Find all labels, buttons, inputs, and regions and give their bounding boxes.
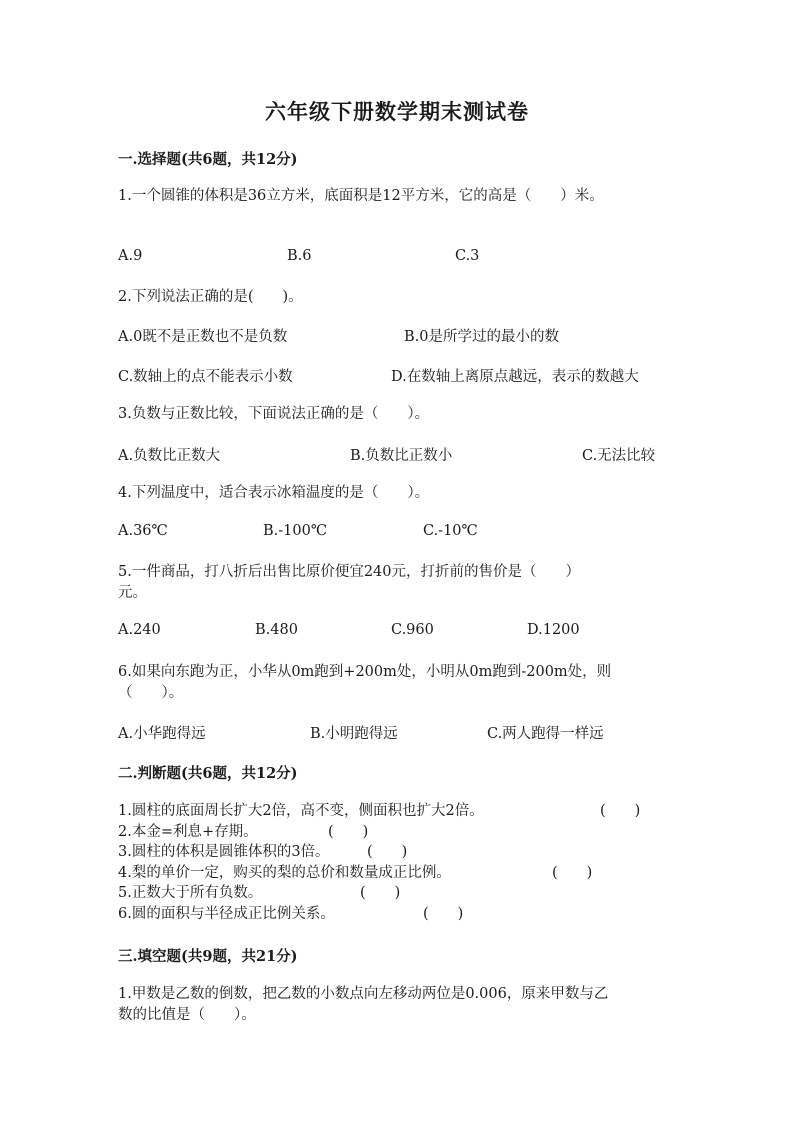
section-heading-judgement: 二.判断题(共6题，共12分) [118, 765, 298, 782]
q2-option-a[interactable]: A.0既不是正数也不是负数 [118, 329, 288, 345]
section-heading-choice: 一.选择题(共6题，共12分) [118, 151, 298, 168]
question-4-stem: 4.下列温度中，适合表示冰箱温度的是（ ）。 [118, 485, 430, 501]
judge-item-3-answer[interactable]: ( ) [367, 844, 408, 860]
q1-option-b[interactable]: B.6 [287, 248, 312, 264]
judge-item-2-answer[interactable]: ( ) [328, 823, 369, 840]
q1-option-a[interactable]: A.9 [118, 248, 143, 264]
q4-option-b[interactable]: B.-100℃ [263, 523, 328, 539]
judge-item-4: 4.梨的单价一定，购买的梨的总价和数量成正比例。 [118, 864, 451, 881]
question-6-stem-line2: （ ）。 [118, 685, 184, 701]
judge-item-1-answer[interactable]: ( ) [600, 803, 641, 819]
judge-item-4-answer[interactable]: ( ) [552, 864, 593, 881]
q4-option-c[interactable]: C.-10℃ [423, 523, 478, 539]
q5-option-d[interactable]: D.1200 [527, 622, 580, 638]
question-5-stem-line2: 元。 [118, 585, 147, 601]
q6-option-a[interactable]: A.小华跑得远 [118, 726, 206, 742]
fill-question-1-line2: 数的比值是（ ）。 [118, 1007, 256, 1023]
q3-option-c[interactable]: C.无法比较 [582, 448, 656, 464]
question-1-stem: 1.一个圆锥的体积是36立方米，底面积是12平方米，它的高是（ ）米。 [118, 188, 604, 204]
q2-option-c[interactable]: C.数轴上的点不能表示小数 [118, 369, 293, 385]
judge-item-1: 1.圆柱的底面周长扩大2倍，高不变，侧面积也扩大2倍。 [118, 803, 484, 819]
judge-item-5: 5.正数大于所有负数。 [118, 885, 263, 901]
judge-item-2: 2.本金=利息+存期。 [118, 823, 258, 840]
question-2-stem: 2.下列说法正确的是( )。 [118, 289, 303, 305]
q1-option-c[interactable]: C.3 [455, 248, 480, 264]
fill-question-1-line1: 1.甲数是乙数的倒数，把乙数的小数点向左移动两位是0.006，原来甲数与乙 [118, 986, 609, 1002]
q2-option-d[interactable]: D.在数轴上离原点越远，表示的数越大 [391, 369, 639, 385]
judge-item-3: 3.圆柱的体积是圆锥体积的3倍。 [118, 844, 330, 860]
page-title: 六年级下册数学期末测试卷 [265, 99, 529, 124]
q2-option-b[interactable]: B.0是所学过的最小的数 [404, 329, 559, 345]
question-3-stem: 3.负数与正数比较，下面说法正确的是（ ）。 [118, 406, 430, 422]
q5-option-b[interactable]: B.480 [255, 622, 298, 638]
q5-option-c[interactable]: C.960 [391, 622, 434, 638]
q3-option-b[interactable]: B.负数比正数小 [350, 448, 453, 464]
judge-item-6: 6.圆的面积与半径成正比例关系。 [118, 905, 335, 922]
judge-item-6-answer[interactable]: ( ) [423, 905, 464, 922]
q5-option-a[interactable]: A.240 [118, 622, 161, 638]
q3-option-a[interactable]: A.负数比正数大 [118, 448, 221, 464]
q6-option-b[interactable]: B.小明跑得远 [310, 726, 398, 742]
q4-option-a[interactable]: A.36℃ [118, 523, 168, 539]
question-6-stem-line1: 6.如果向东跑为正，小华从0m跑到+200m处，小明从0m跑到-200m处，则 [118, 664, 612, 680]
question-5-stem-line1: 5.一件商品，打八折后出售比原价便宜240元，打折前的售价是（ ） [118, 564, 581, 580]
judge-item-5-answer[interactable]: ( ) [360, 885, 401, 901]
section-heading-fill-blank: 三.填空题(共9题，共21分) [118, 948, 298, 965]
q6-option-c[interactable]: C.两人跑得一样远 [487, 726, 604, 742]
